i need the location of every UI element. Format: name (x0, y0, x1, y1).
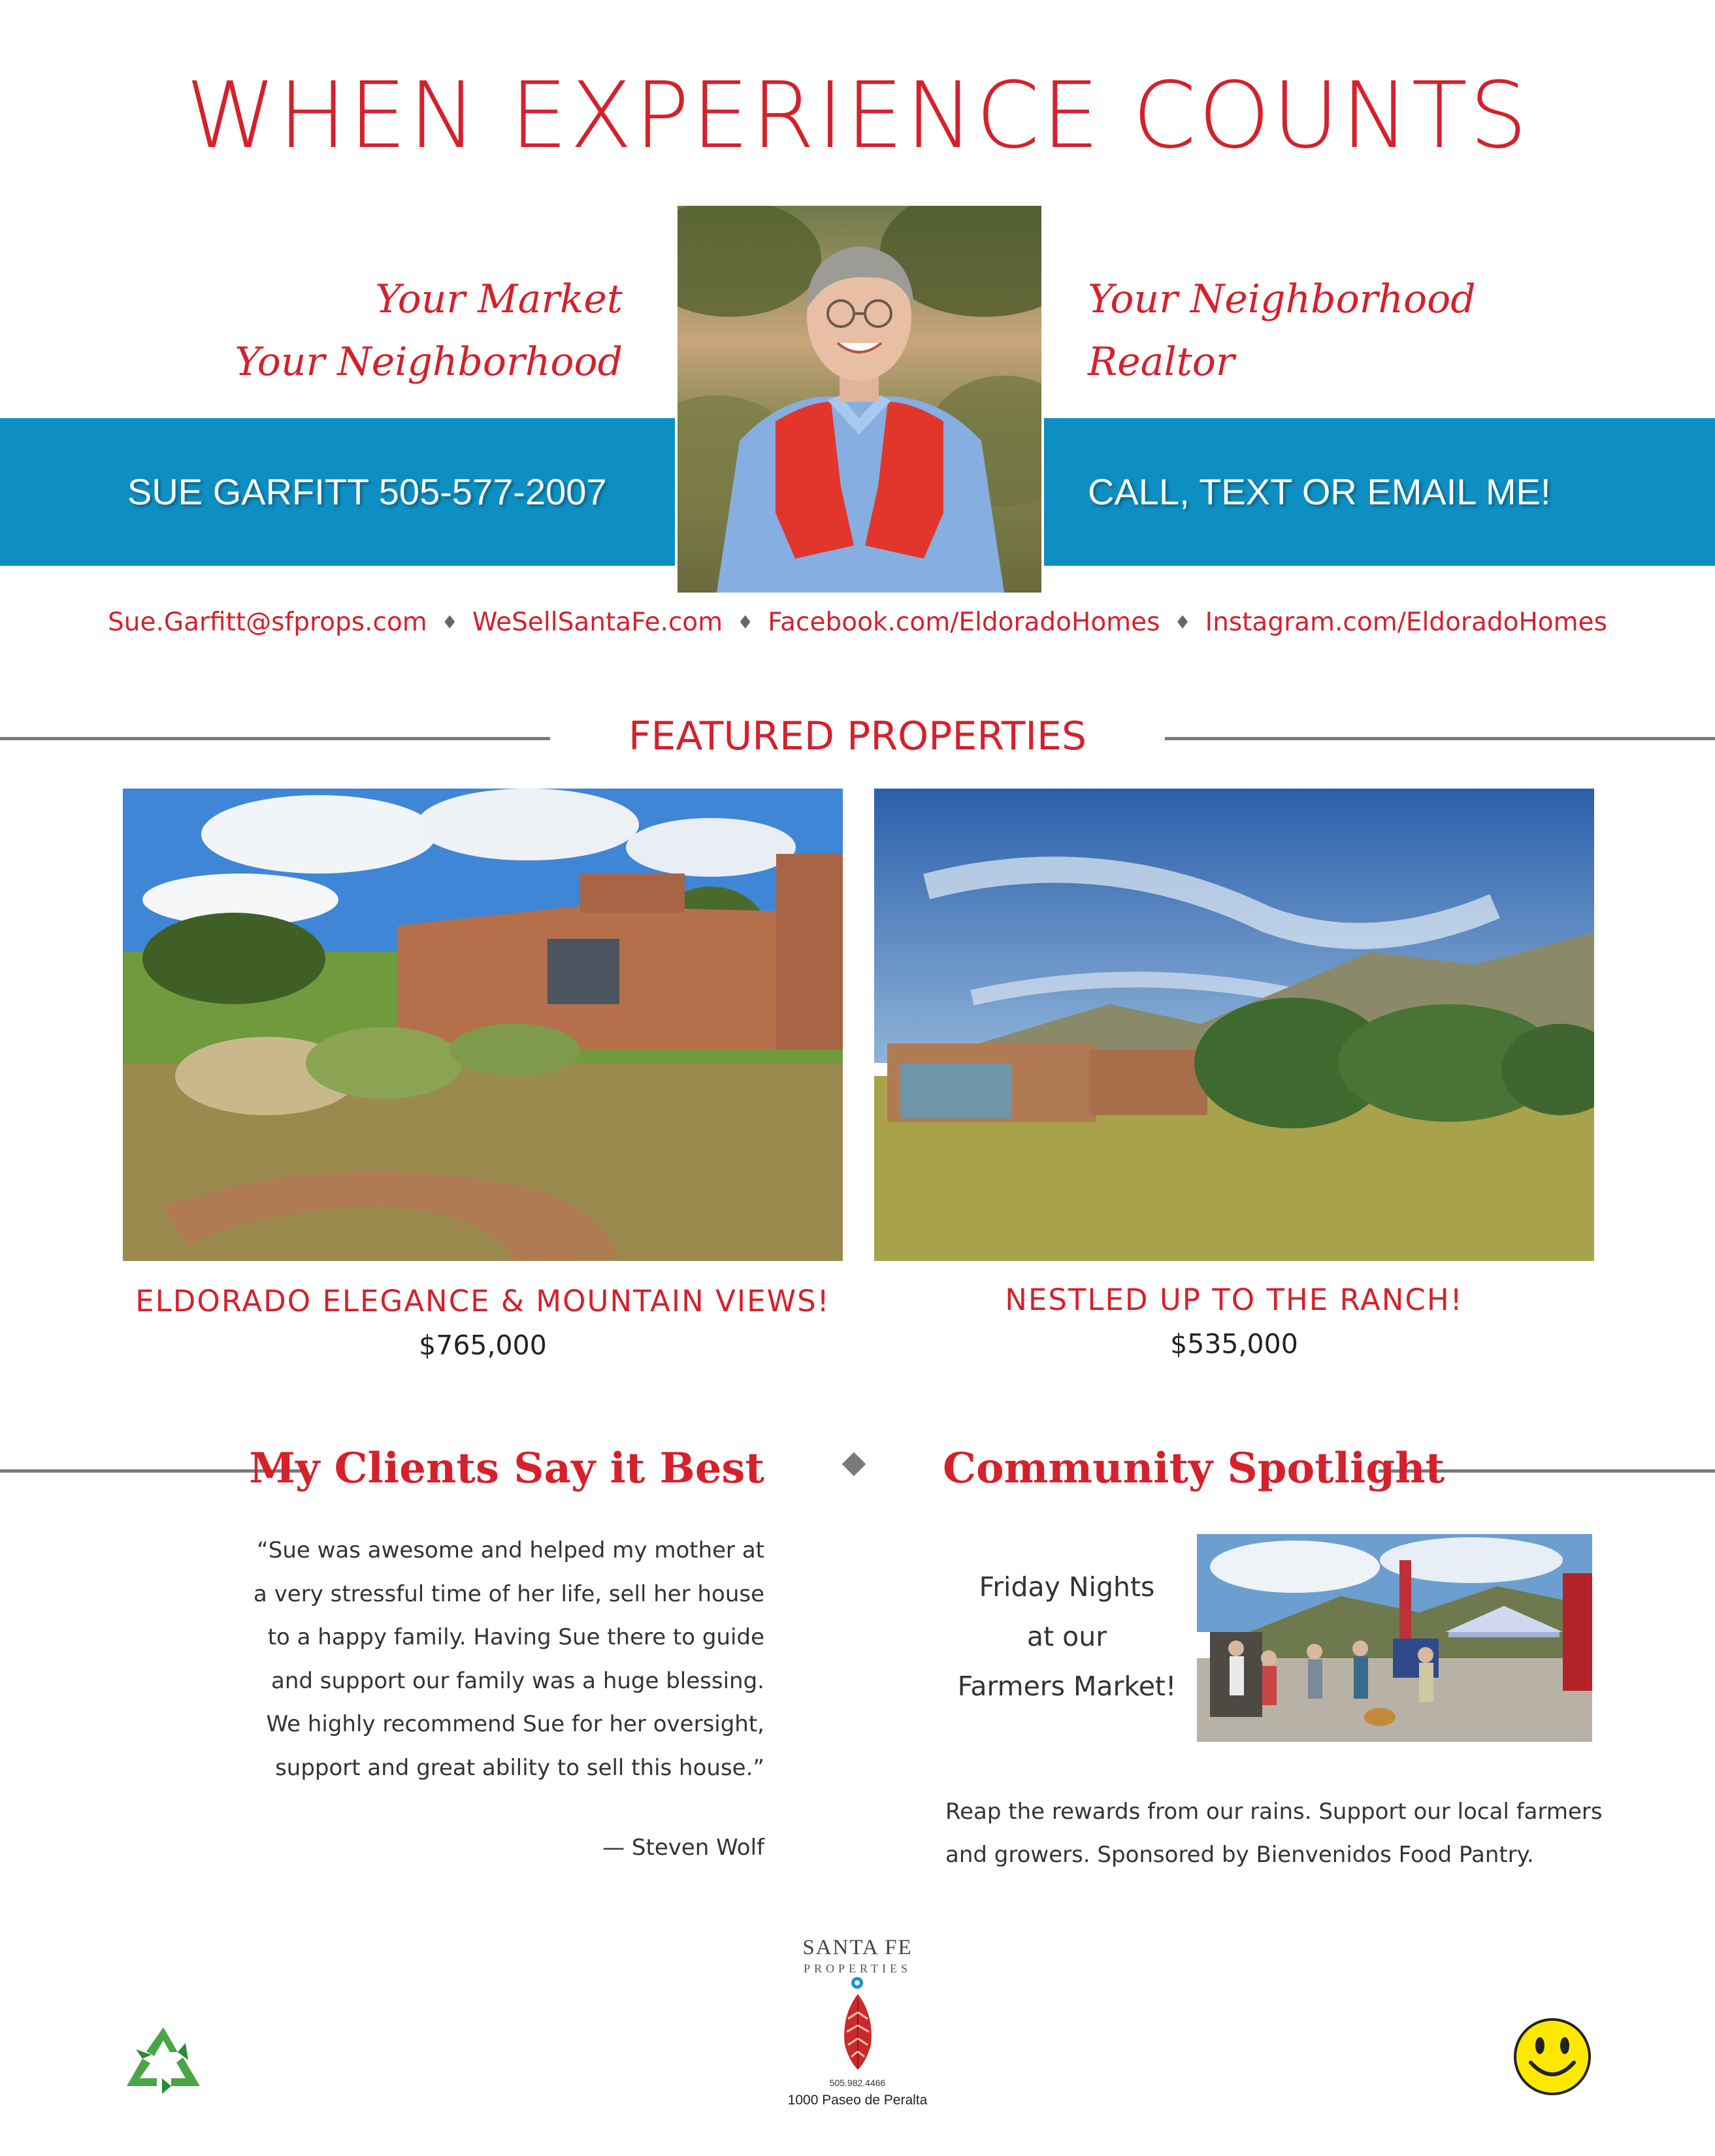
spotlight-caption-1: Friday Nights (979, 1571, 1155, 1603)
property-photo-ranch (874, 789, 1594, 1261)
facebook-link[interactable]: Facebook.com/EldoradoHomes (768, 608, 1160, 637)
diamond-separator-icon: ♦ (441, 612, 458, 633)
tagline-right-line-2: Realtor (1088, 339, 1235, 385)
spotlight-body-line: Reap the rewards from our rains. Support our local farmers (945, 1799, 1603, 1825)
testimonial-quote (176, 1529, 764, 1789)
testimonial-heading: My Clients Say it Best (249, 1444, 764, 1493)
email-link[interactable]: Sue.Garfitt@sfprops.com (108, 608, 427, 637)
farmers-market-photo (1197, 1534, 1592, 1742)
quote-line: to a happy family. Having Sue there to guide (267, 1624, 764, 1650)
section-rule-right (1165, 737, 1715, 740)
property-price-2: $535,000 (1170, 1328, 1298, 1360)
quote-line: a very stressful time of her life, sell her house (253, 1580, 764, 1607)
quote-line: and support our family was a huge blessing. (271, 1667, 764, 1694)
diamond-separator-icon: ♦ (737, 612, 754, 633)
spotlight-caption-2: at our (1026, 1621, 1107, 1652)
quote-line: “Sue was awesome and helped my mother at (257, 1537, 764, 1563)
property-price-1: $765,000 (419, 1330, 547, 1361)
section-rule-left (0, 737, 550, 740)
brand-subtitle: PROPERTIES (804, 1962, 911, 1975)
quote-line: We highly recommend Sue for her oversight, (266, 1711, 764, 1737)
office-address: 1000 Paseo de Peralta (787, 2093, 928, 2108)
testimonial-author: — Steven Wolf (602, 1835, 764, 1861)
spotlight-caption-3: Farmers Market! (957, 1671, 1177, 1702)
property-title-1: ELDORADO ELEGANCE & MOUNTAIN VIEWS! (135, 1284, 830, 1318)
diamond-divider-icon (842, 1452, 866, 1477)
quote-line: support and great ability to sell this house.” (275, 1754, 764, 1781)
tagline-right (1088, 268, 1476, 393)
tagline-left-line-1: Your Market (375, 276, 623, 322)
recycle-icon (123, 2023, 204, 2097)
community-heading: Community Spotlight (943, 1444, 1445, 1493)
brand-globe-icon (851, 1976, 864, 1989)
property-title-2: NESTLED UP TO THE RANCH! (1005, 1282, 1463, 1317)
spotlight-body-line: and growers. Sponsored by Bienvenidos Food Pantry. (945, 1842, 1534, 1868)
tagline-right-line-1: Your Neighborhood (1088, 276, 1476, 322)
call-to-action: CALL, TEXT OR EMAIL ME! (1088, 471, 1551, 512)
brand-name: SANTA FE (802, 1936, 913, 1959)
office-phone: 505.982.4466 (829, 2078, 886, 2088)
website-link[interactable]: WeSellSantaFe.com (472, 608, 723, 637)
feather-logo-icon (835, 1993, 881, 2071)
tagline-left-line-2: Your Neighborhood (235, 339, 623, 385)
contact-links (0, 608, 1715, 637)
diamond-separator-icon: ♦ (1174, 612, 1191, 633)
tagline-left (235, 268, 623, 393)
property-photo-eldorado (123, 789, 843, 1261)
page-headline: WHEN EXPERIENCE COUNTS (186, 63, 1529, 169)
spotlight-description (945, 1790, 1612, 1876)
featured-properties-title: FEATURED PROPERTIES (628, 713, 1087, 759)
smiley-face-icon (1512, 2017, 1592, 2097)
instagram-link[interactable]: Instagram.com/EldoradoHomes (1205, 608, 1607, 637)
agent-name-phone: SUE GARFITT 505-577-2007 (127, 471, 607, 512)
agent-portrait (678, 206, 1041, 593)
